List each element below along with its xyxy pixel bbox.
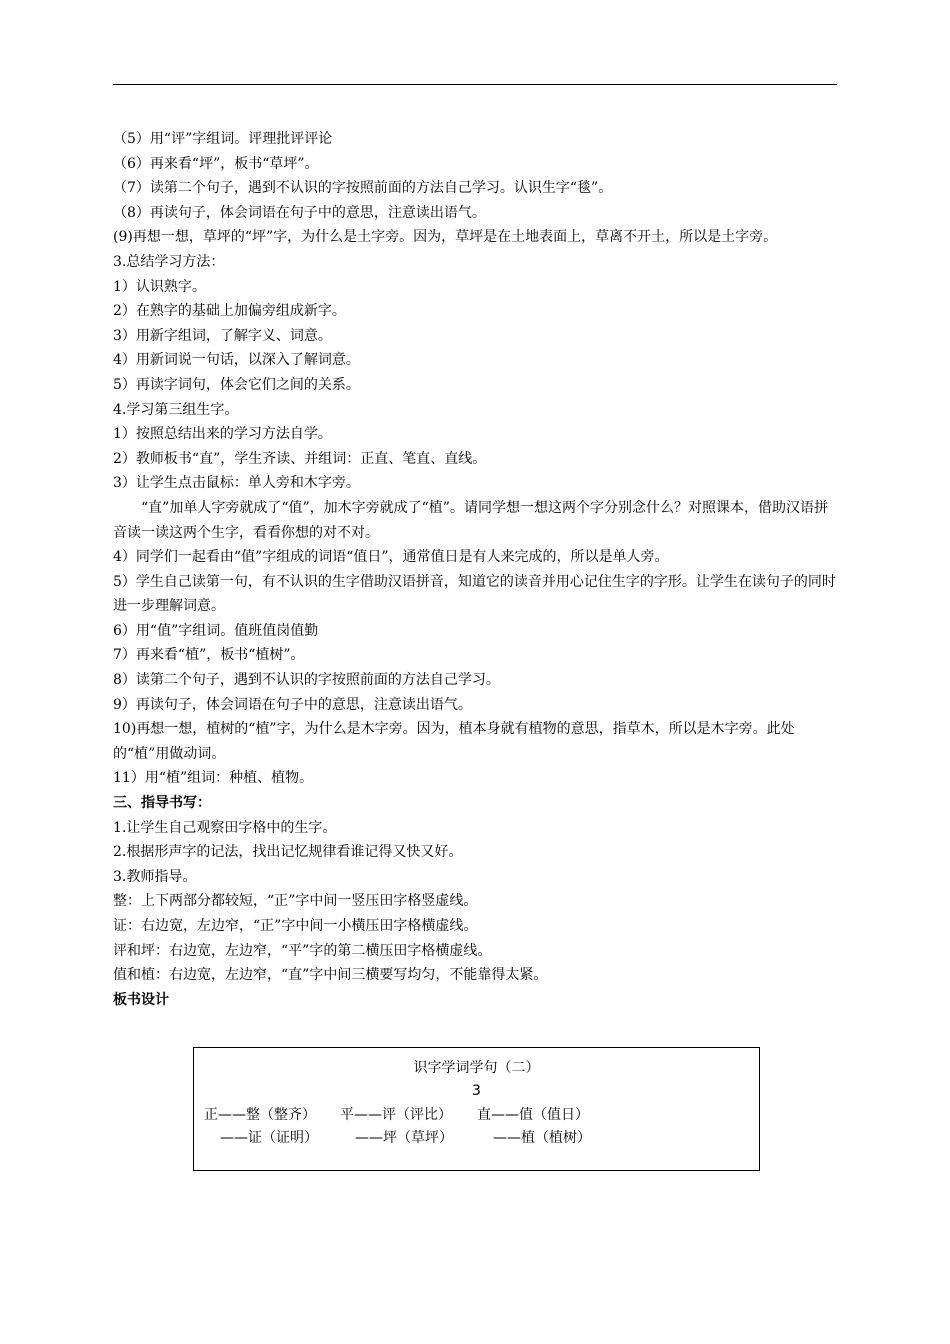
section-heading: 4.学习第三组生字。 bbox=[113, 401, 239, 418]
paragraph-line: 整：上下两部分都较短，“正”字中间一竖压田字格竖虚线。 bbox=[113, 893, 478, 910]
paragraph-line: 3）让学生点击鼠标：单人旁和木字旁。 bbox=[113, 475, 360, 492]
paragraph-line: （6）再来看“坪”，板书“草坪”。 bbox=[113, 155, 319, 172]
paragraph-line: （5）用“评”字组词。评理批评评论 bbox=[113, 131, 333, 147]
board-entry: ——证（证明） bbox=[220, 1130, 318, 1146]
header-rule bbox=[113, 84, 837, 85]
paragraph-line: 1.让学生自己观察田字格中的生字。 bbox=[113, 819, 337, 836]
paragraph-line: 证：右边宽，左边窄，“正”字中间一小横压田字格横虚线。 bbox=[113, 918, 478, 934]
paragraph-line: 评和坪：右边宽，左边窄，“平”字的第二横压田字格横虚线。 bbox=[113, 942, 492, 959]
board-title: 识字学词学句（二） bbox=[413, 1060, 540, 1076]
paragraph-line: 1）认识熟字。 bbox=[113, 278, 206, 295]
paragraph-line: 2）教师板书“直”，学生齐读、并组词：正直、笔直、直线。 bbox=[113, 450, 487, 467]
paragraph-line: 2.根据形声字的记法，找出记忆规律看谁记得又快又好。 bbox=[113, 844, 463, 861]
paragraph-line: 10)再想一想，植树的“植”字，为什么是木字旁。因为，植本身就有植物的意思，指草木，所以是木字旁。此处的“植”用做动词。 bbox=[113, 721, 795, 762]
paragraph-line: 3）用新字组词，了解字义、词意。 bbox=[113, 327, 332, 344]
board-entry: 正——整（整齐） bbox=[204, 1107, 316, 1123]
board-entry: ——植（植树） bbox=[493, 1130, 591, 1146]
paragraph-line: 7）再来看“植”，板书“植树”。 bbox=[113, 647, 305, 664]
paragraph-line: 8）读第二个句子，遇到不认识的字按照前面的方法自己学习。 bbox=[113, 672, 500, 689]
paragraph-line: 5）再读字词句，体会它们之间的关系。 bbox=[113, 376, 360, 393]
board-entry: ——坪（草坪） bbox=[355, 1130, 453, 1146]
document-body bbox=[113, 127, 837, 1012]
paragraph-line: “直”加单人字旁就成了“值”，加木字旁就成了“植”。请同学想一想这两个字分别念什么？对照课本，借助汉语拼音读一读这两个生字，看看你想的对不对。 bbox=[113, 499, 828, 541]
paragraph-line: 5）学生自己读第一句，有不认识的生字借助汉语拼音，知道它的读音并用心记住生字的字形。让学生在读句子的同时进一步理解词意。 bbox=[113, 573, 836, 615]
paragraph-line: (9)再想一想，草坪的“坪”字，为什么是土字旁。因为，草坪是在土地表面上，草离不开土，所以是土字旁。 bbox=[113, 229, 778, 246]
board-entry: 直——值（值日） bbox=[477, 1107, 589, 1123]
paragraph-line: （7）读第二个句子，遇到不认识的字按照前面的方法自己学习。认识生字“毯”。 bbox=[113, 180, 613, 197]
board-number: 3 bbox=[472, 1083, 481, 1099]
paragraph-line: 11）用“植”组词：种植、植物。 bbox=[113, 770, 314, 787]
paragraph-line: 4）同学们一起看由“值”字组成的词语“值日”，通常值日是有人来完成的，所以是单人旁。 bbox=[113, 549, 669, 566]
paragraph-line: 值和植：右边宽，左边窄，“直”字中间三横要写均匀，不能靠得太紧。 bbox=[113, 967, 548, 984]
section-heading: 3.总结学习方法： bbox=[113, 253, 225, 270]
paragraph-line: 6）用“值”字组词。值班值岗值勤 bbox=[113, 622, 319, 639]
paragraph-line: 4）用新词说一句话，以深入了解词意。 bbox=[113, 352, 360, 369]
paragraph-line: 9）再读句子，体会词语在句子中的意思，注意读出语气。 bbox=[113, 696, 472, 713]
paragraph-line: （8）再读句子，体会词语在句子中的意思，注意读出语气。 bbox=[113, 204, 486, 221]
paragraph-line: 2）在熟字的基础上加偏旁组成新字。 bbox=[113, 303, 346, 320]
section-heading: 板书设计 bbox=[113, 991, 169, 1008]
paragraph-line: 3.教师指导。 bbox=[113, 868, 197, 885]
section-heading: 三、指导书写： bbox=[113, 795, 211, 812]
paragraph-line: 1）按照总结出来的学习方法自学。 bbox=[113, 426, 332, 443]
blackboard-design-box bbox=[193, 1047, 760, 1171]
board-entry: 平——评（评比） bbox=[340, 1107, 452, 1123]
